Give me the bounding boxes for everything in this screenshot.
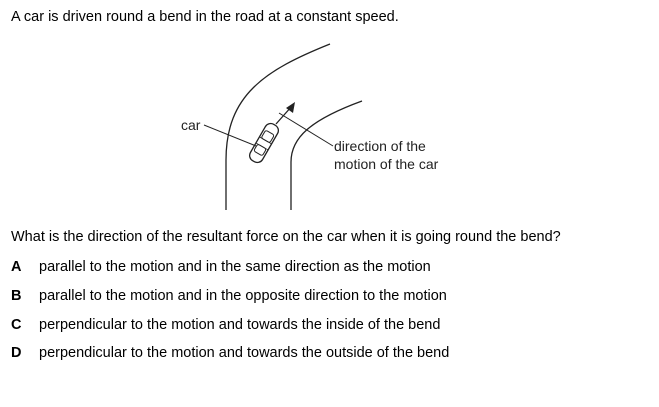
option-text: parallel to the motion and in the same direction as the motion bbox=[39, 259, 431, 275]
direction-label-line2: motion of the car bbox=[334, 156, 439, 172]
option-letter: D bbox=[11, 345, 22, 361]
option-letter: C bbox=[11, 317, 22, 333]
question-prompt: What is the direction of the resultant force on the car when it is going round the bend? bbox=[11, 229, 561, 245]
option-text: perpendicular to the motion and towards the outside of the bend bbox=[39, 345, 450, 361]
option-text: parallel to the motion and in the opposite direction to the motion bbox=[39, 288, 447, 304]
question-intro: A car is driven round a bend in the road at a constant speed. bbox=[11, 9, 399, 25]
option-a[interactable] bbox=[11, 259, 431, 275]
option-c[interactable] bbox=[11, 317, 440, 333]
option-letter: B bbox=[11, 288, 22, 304]
option-d[interactable] bbox=[11, 345, 449, 361]
option-b[interactable] bbox=[11, 288, 447, 304]
direction-label-line1: direction of the bbox=[334, 138, 426, 154]
car-label: car bbox=[181, 117, 201, 133]
car-icon bbox=[247, 121, 280, 164]
option-text: perpendicular to the motion and towards the inside of the bend bbox=[39, 317, 441, 333]
option-letter: A bbox=[11, 259, 22, 275]
